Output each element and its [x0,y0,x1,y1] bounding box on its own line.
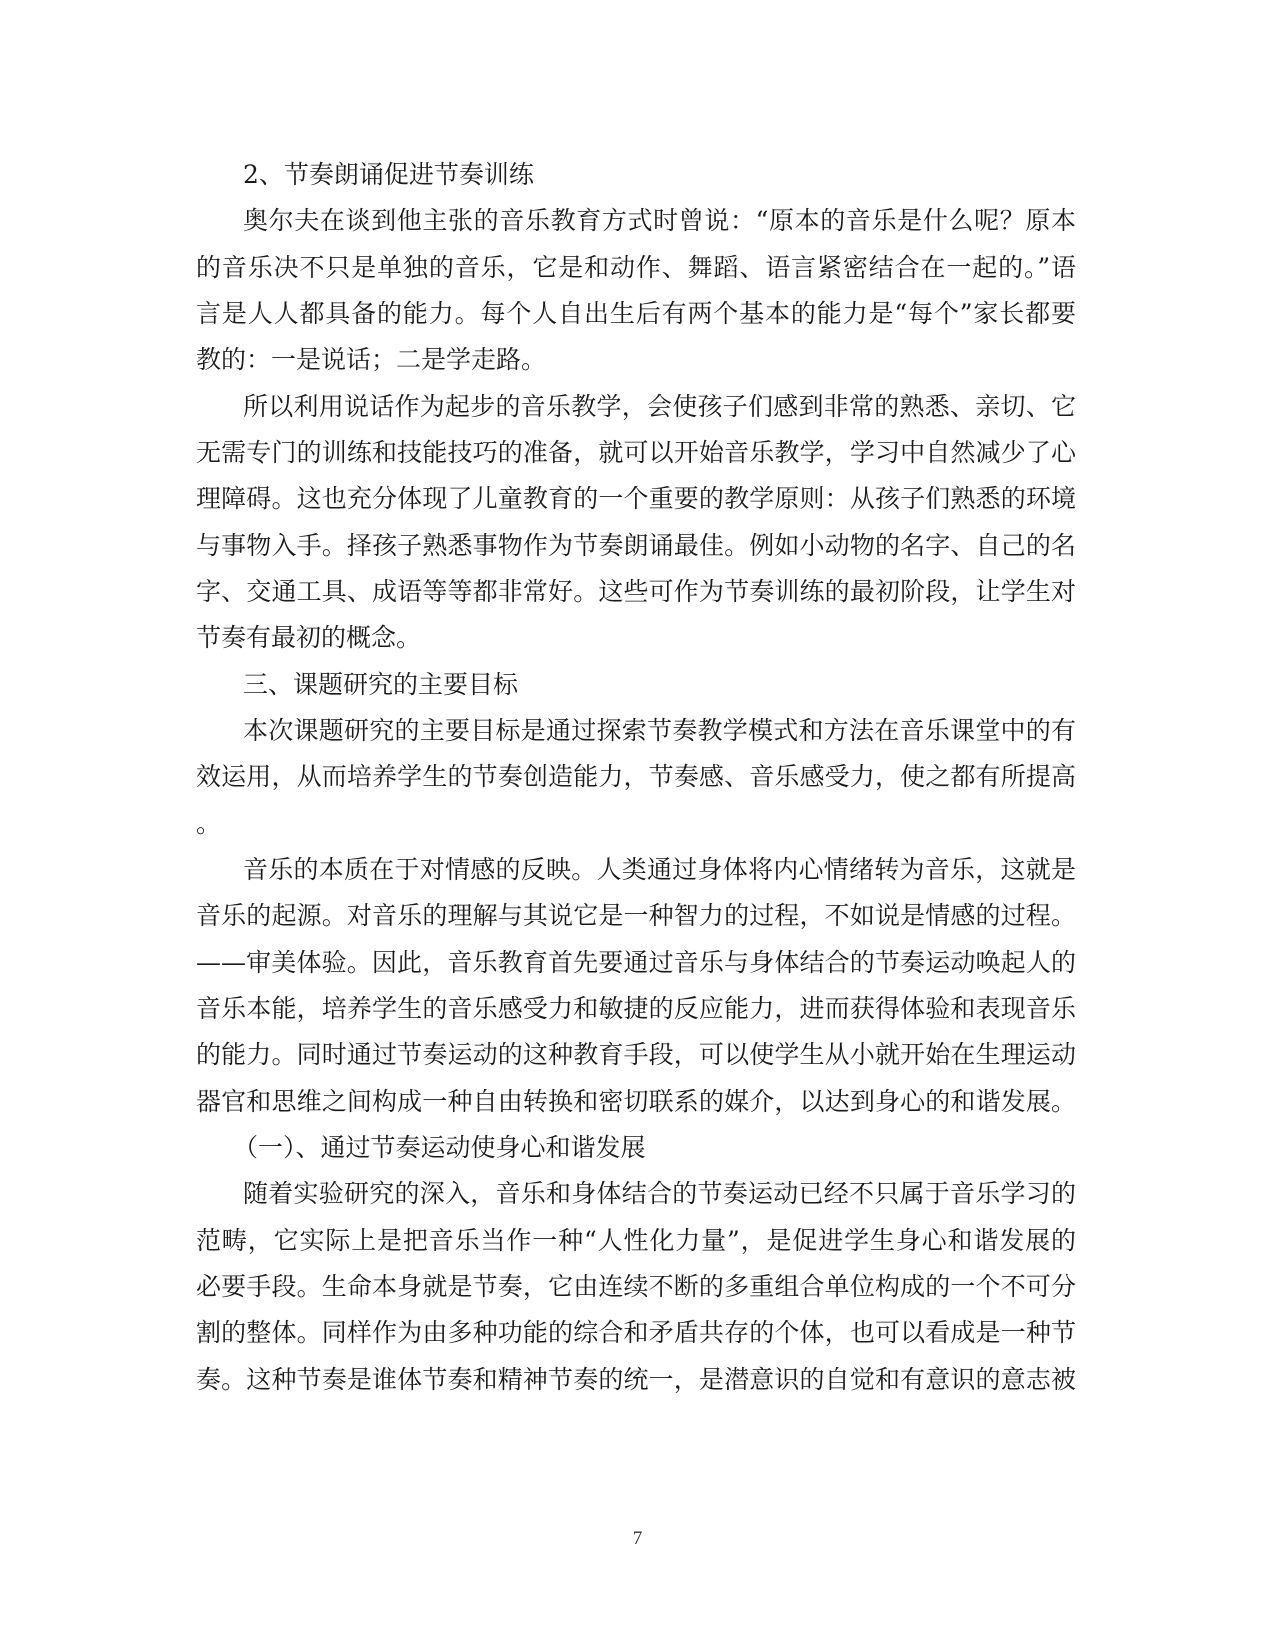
paragraph-line: 节奏有最初的概念。 [196,623,422,652]
paragraph-line: 所以利用说话作为起步的音乐教学，会使孩子们感到非常的熟悉、亲切、它 [243,392,1076,421]
paragraph-line: 的音乐决不只是单独的音乐，它是和动作、舞蹈、语言紧密结合在一起的。”语 [196,253,1076,282]
paragraph-line: 。 [196,809,222,838]
paragraph-line: 音乐本能，培养学生的音乐感受力和敏捷的反应能力，进而获得体验和表现音乐 [196,994,1076,1023]
page-number: 7 [632,1528,643,1549]
paragraph-line: 奥尔夫在谈到他主张的音乐教育方式时曾说：“原本的音乐是什么呢？原本 [243,206,1076,235]
paragraph-line: 随着实验研究的深入，音乐和身体结合的节奏运动已经不只属于音乐学习的 [243,1179,1076,1208]
paragraph-line: 字、交通工具、成语等等都非常好。这些可作为节奏训练的最初阶段，让学生对 [196,577,1076,606]
paragraph-line: 效运用，从而培养学生的节奏创造能力，节奏感、音乐感受力，使之都有所提高 [196,762,1076,791]
paragraph-line: 教的：一是说话；二是学走路。 [196,345,547,374]
paragraph-line: 的能力。同时通过节奏运动的这种教育手段，可以使学生从小就开始在生理运动 [196,1040,1076,1069]
paragraph-line: 音乐的起源。对音乐的理解与其说它是一种智力的过程，不如说是情感的过程。 [196,901,1076,930]
paragraph-line: 割的整体。同样作为由多种功能的综合和矛盾共存的个体，也可以看成是一种节 [196,1318,1076,1347]
paragraph-line: 言是人人都具备的能力。每个人自出生后有两个基本的能力是“每个”家长都要 [196,299,1076,328]
paragraph-line: 必要手段。生命本身就是节奏，它由连续不断的多重组合单位构成的一个不可分 [196,1272,1076,1301]
section-heading: 2、节奏朗诵促进节奏训练 [243,160,534,189]
paragraph-line: 理障碍。这也充分体现了儿童教育的一个重要的教学原则：从孩子们熟悉的环境 [196,484,1076,513]
paragraph-line: 与事物入手。择孩子熟悉事物作为节奏朗诵最佳。例如小动物的名字、自己的名 [196,531,1076,560]
section-heading: 三、课题研究的主要目标 [243,670,519,699]
paragraph-line: ——审美体验。因此，音乐教育首先要通过音乐与身体结合的节奏运动唤起人的 [196,948,1076,977]
paragraph-line: 音乐的本质在于对情感的反映。人类通过身体将内心情绪转为音乐，这就是 [243,855,1076,884]
paragraph-line: 范畴，它实际上是把音乐当作一种“人性化力量”，是促进学生身心和谐发展的 [196,1226,1076,1255]
paragraph-line: 本次课题研究的主要目标是通过探索节奏教学模式和方法在音乐课堂中的有 [243,716,1076,745]
paragraph-line: 无需专门的训练和技能技巧的准备，就可以开始音乐教学，学习中自然减少了心 [196,438,1076,467]
section-heading: （一）、通过节奏运动使身心和谐发展 [233,1133,646,1162]
paragraph-line: 器官和思维之间构成一种自由转换和密切联系的媒介，以达到身心的和谐发展。 [196,1087,1076,1116]
paragraph-line: 奏。这种节奏是谁体节奏和精神节奏的统一，是潜意识的自觉和有意识的意志被 [196,1365,1076,1394]
